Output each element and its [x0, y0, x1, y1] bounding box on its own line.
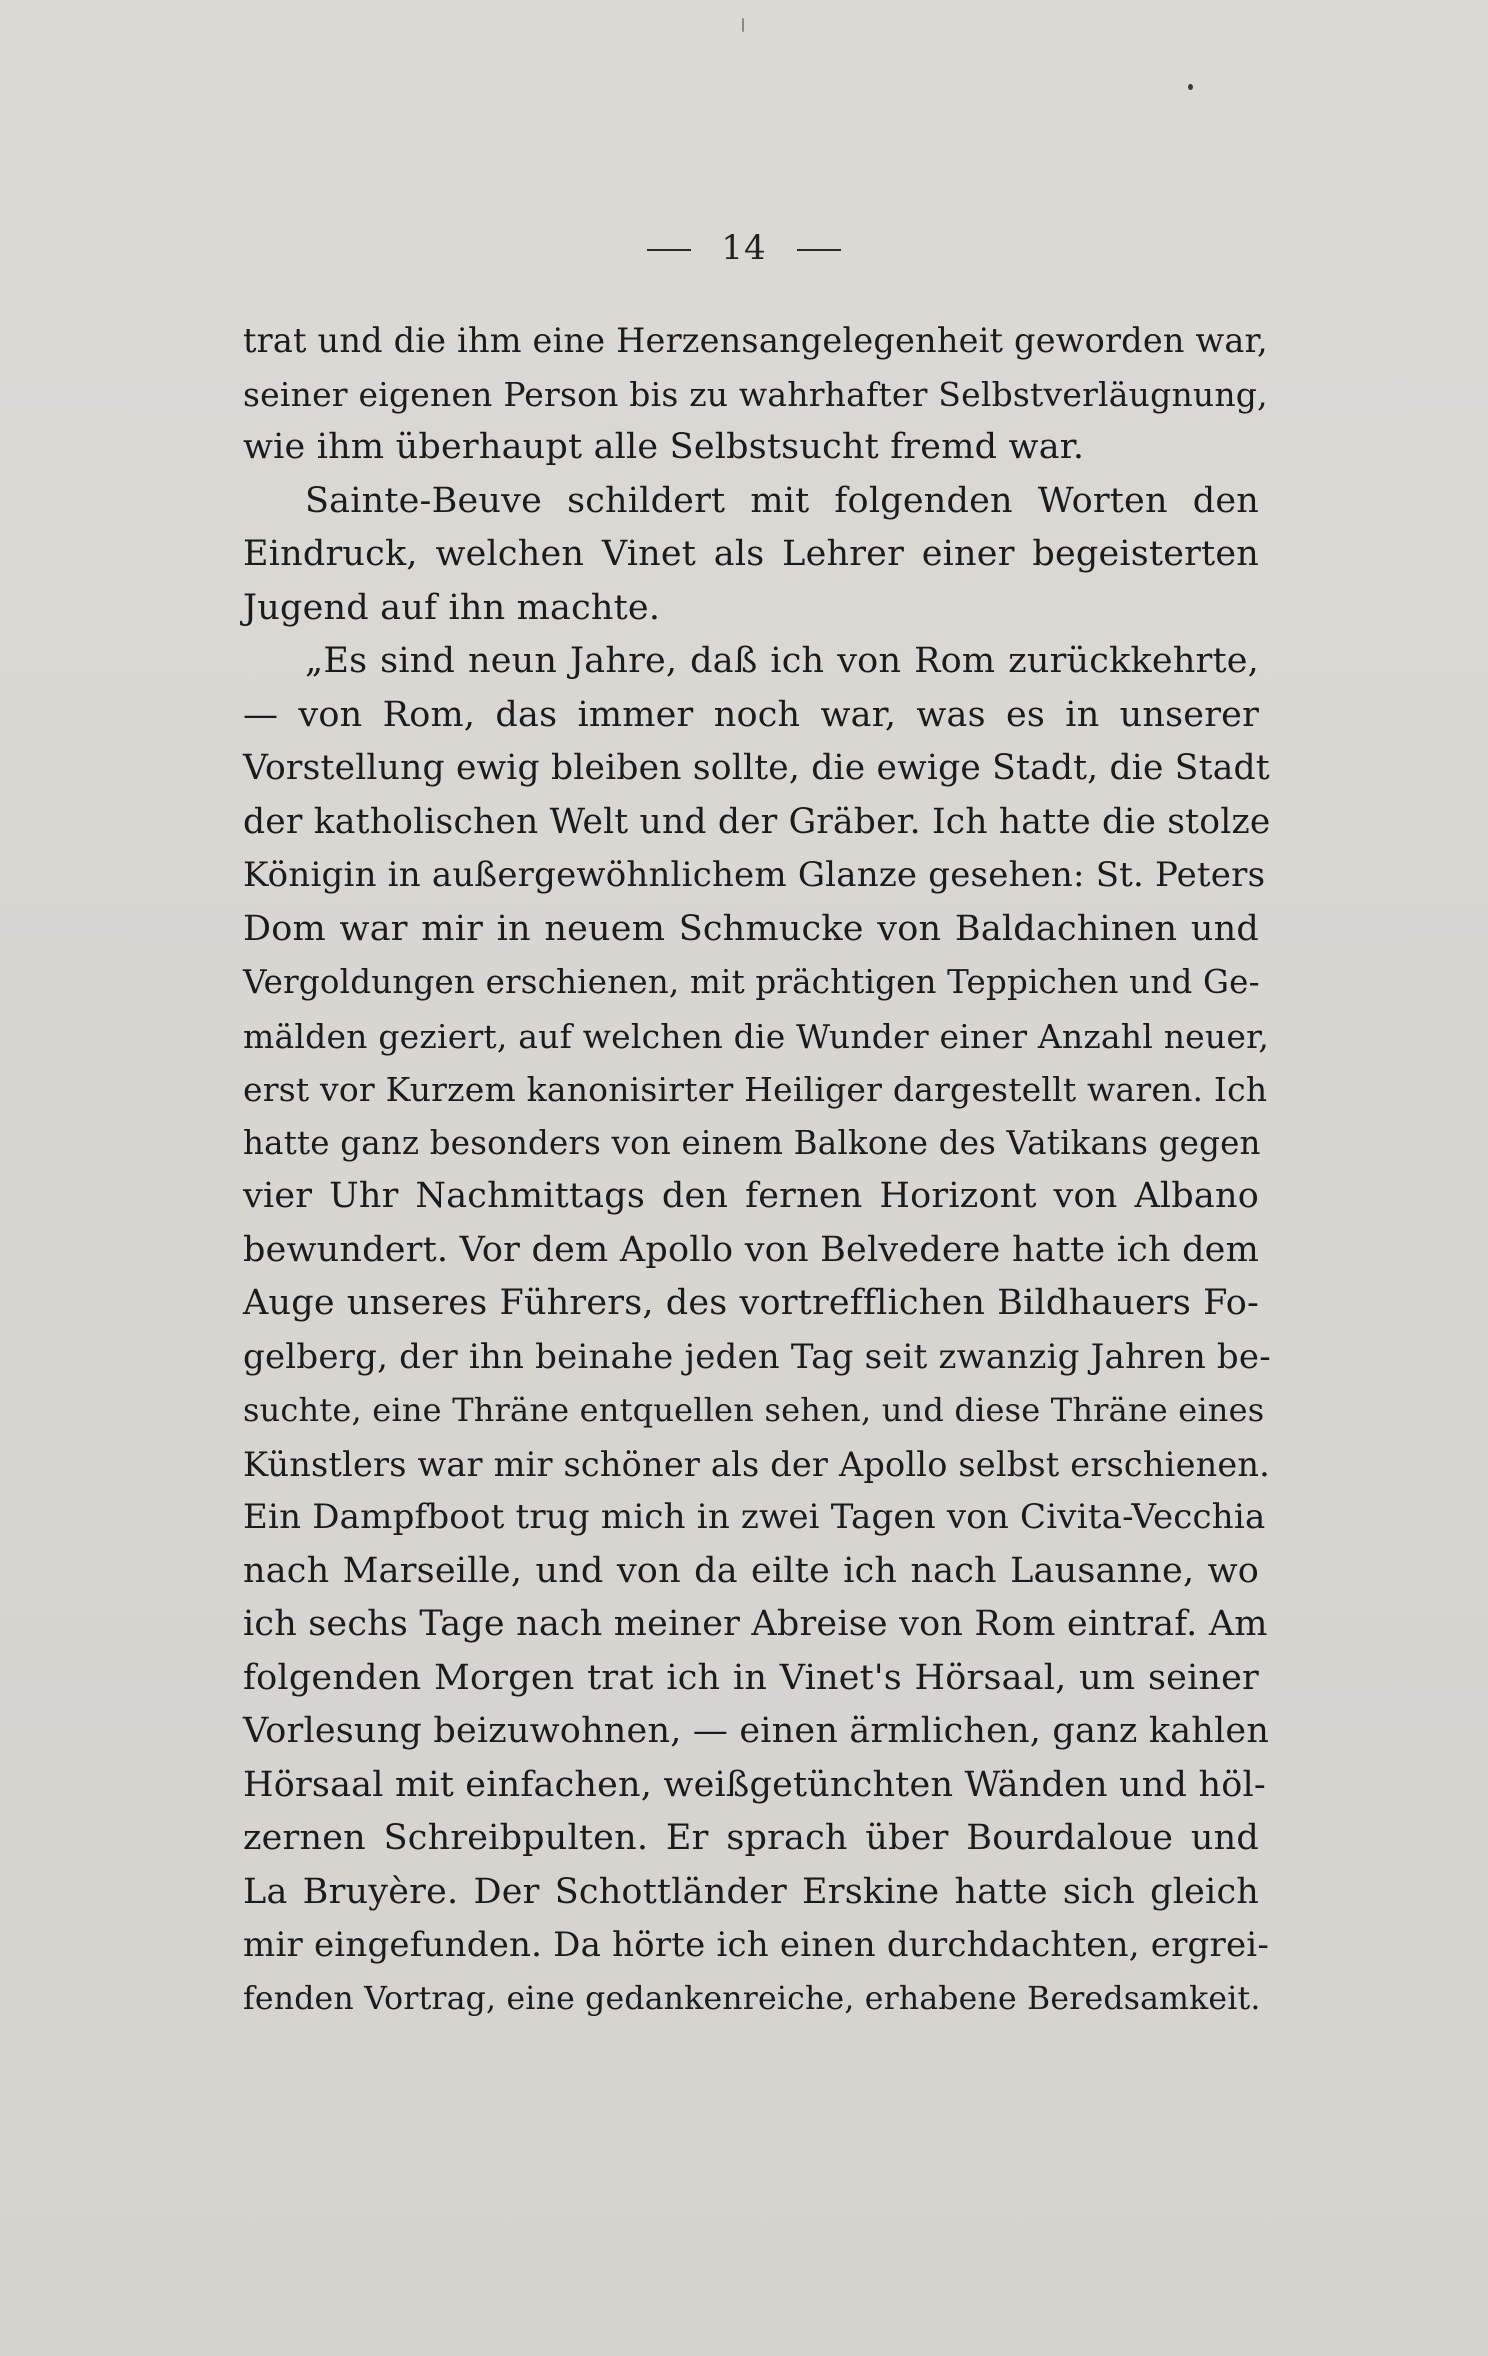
paper-speck	[1188, 84, 1193, 90]
text-line: La Bruyère. Der Schottländer Erskine hatte sich gleich	[243, 1871, 1259, 1912]
text-line: Königin in außergewöhnlichem Glanze gesehen: St. Peters	[243, 855, 1266, 895]
text-line: Hörsaal mit einfachen, weißgetünchten Wänden und höl-	[243, 1764, 1266, 1805]
text-line: Jugend auf ihn machte.	[243, 587, 661, 628]
text-line: mir eingefunden. Da hörte ich einen durchdachten, ergrei-	[243, 1925, 1270, 1965]
text-line: gelberg, der ihn beinahe jeden Tag seit zwanzig Jahren be-	[243, 1336, 1271, 1377]
page-number-header	[0, 228, 1488, 268]
right-dash	[797, 249, 841, 251]
text-line: Vergoldungen erschienen, mit prächtigen Teppichen und Ge-	[243, 963, 1260, 1001]
text-line: Eindruck, welchen Vinet als Lehrer einer begeisterten	[243, 534, 1259, 574]
text-line: nach Marseille, und von da eilte ich nach Lausanne, wo	[243, 1550, 1259, 1591]
text-line: erst vor Kurzem kanonisirter Heiliger dargestellt waren. Ich	[243, 1070, 1268, 1109]
paper-speck	[742, 18, 744, 32]
text-line: der katholischen Welt und der Gräber. Ich hatte die stolze	[243, 801, 1271, 842]
text-line: zernen Schreibpulten. Er sprach über Bourdaloue und	[243, 1818, 1259, 1858]
text-line: bewundert. Vor dem Apollo von Belvedere hatte ich dem	[243, 1229, 1259, 1270]
text-line: Künstlers war mir schöner als der Apollo selbst erschienen.	[243, 1444, 1271, 1484]
text-line: — von Rom, das immer noch war, was es in unserer	[243, 694, 1259, 735]
text-line: mälden geziert, auf welchen die Wunder einer Anzahl neuer,	[243, 1016, 1270, 1056]
text-line: Dom war mir in neuem Schmucke von Baldachinen und	[243, 908, 1259, 949]
text-line: wie ihm überhaupt alle Selbstsucht fremd war.	[243, 427, 1085, 467]
page-number: 14	[721, 228, 767, 268]
body-text	[243, 314, 1271, 2026]
text-line: fenden Vortrag, eine gedankenreiche, erhabene Beredsamkeit.	[243, 1980, 1261, 2017]
text-line: Auge unseres Führers, des vortrefflichen Bildhauers Fo-	[243, 1283, 1259, 1323]
text-line: „Es sind neun Jahre, daß ich von Rom zurückkehrte,	[305, 641, 1259, 681]
text-line: Vorlesung beizuwohnen, — einen ärmlichen, ganz kahlen	[243, 1711, 1270, 1751]
text-line: Sainte-Beuve schildert mit folgenden Worten den	[305, 480, 1259, 521]
text-line: Vorstellung ewig bleiben sollte, die ewige Stadt, die Stadt	[243, 748, 1270, 788]
text-line: seiner eigenen Person bis zu wahrhafter Selbstverläugnung,	[243, 374, 1268, 414]
text-line: Ein Dampfboot trug mich in zwei Tagen von Civita-Vecchia	[243, 1497, 1266, 1537]
left-dash	[647, 249, 691, 251]
text-line: vier Uhr Nachmittags den fernen Horizont von Albano	[243, 1176, 1259, 1216]
text-line: ich sechs Tage nach meiner Abreise von Rom eintraf. Am	[243, 1604, 1268, 1644]
text-line: suchte, eine Thräne entquellen sehen, und diese Thräne eines	[243, 1391, 1265, 1429]
text-line: folgenden Morgen trat ich in Vinet's Hörsaal, um seiner	[243, 1657, 1259, 1698]
text-line: hatte ganz besonders von einem Balkone des Vatikans gegen	[243, 1123, 1261, 1162]
text-line: trat und die ihm eine Herzensangelegenheit geworden war,	[243, 321, 1268, 360]
